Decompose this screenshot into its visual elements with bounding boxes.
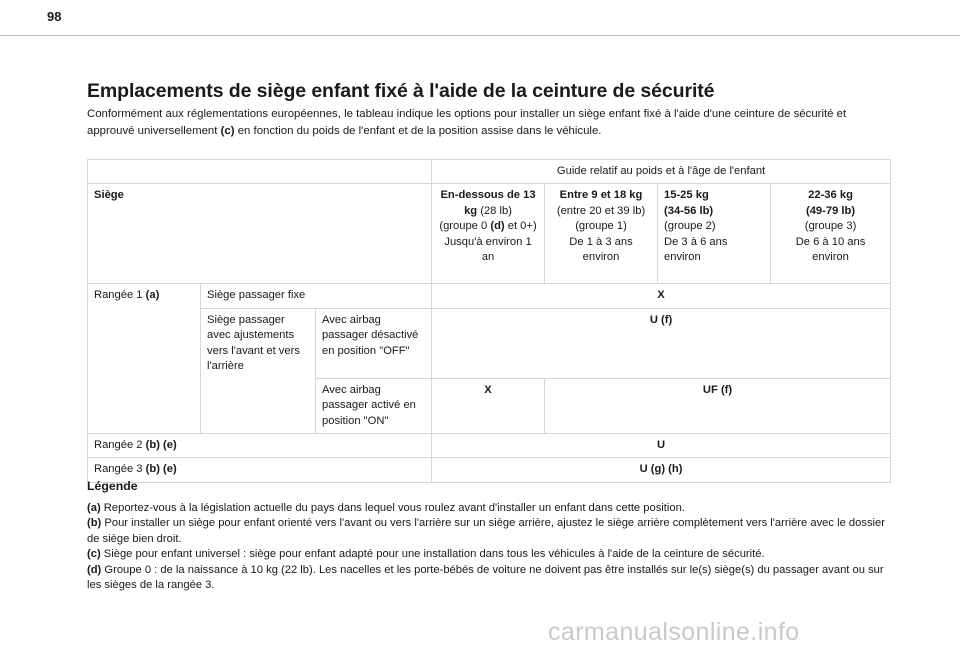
page-title: Emplacements de siège enfant fixé à l'aide de la ceinture de sécurité	[87, 80, 715, 102]
table-empty-corner	[88, 160, 432, 184]
page-number: 98	[47, 9, 62, 24]
legend-item-d	[87, 563, 892, 594]
airbag-off-label: Avec airbag passager désactivé en position "OFF"	[316, 308, 432, 378]
table-row	[88, 160, 891, 184]
airbag-on-value-g0: X	[432, 378, 545, 433]
table-row	[88, 308, 891, 378]
intro-text-2: en fonction du poids de l'enfant et de la position assise dans le véhicule.	[234, 125, 602, 137]
row-1-label	[88, 284, 201, 434]
table-row	[88, 184, 891, 284]
group-2-group: (groupe 2)	[664, 220, 716, 233]
table-row	[88, 434, 891, 458]
header-divider	[0, 35, 960, 36]
legend-key: (d)	[87, 563, 102, 576]
legend-key: (a)	[87, 502, 101, 514]
group-1-group: (groupe 1)	[575, 220, 627, 233]
group-3-weight: 22-36 kg	[808, 189, 853, 202]
intro-paragraph	[87, 106, 887, 140]
legend-item-c	[87, 547, 892, 562]
group-2-lbs: (34-56 lb)	[664, 204, 714, 217]
row-3-value: U (g) (h)	[432, 458, 891, 482]
seat-header: Siège	[88, 184, 432, 284]
row-3-ref: (b) (e)	[145, 463, 177, 476]
table-row	[88, 284, 891, 308]
group-1-header	[545, 184, 658, 284]
table-row	[88, 458, 891, 482]
legend-key: (c)	[87, 548, 101, 561]
intro-text-1: Conformément aux réglementations européennes, le tableau indique les options pour installer un siège enfant fixé à l'aide d'une ceinture de sécurité et approuvé universellement	[87, 108, 847, 137]
fixed-seat-value: X	[432, 284, 891, 308]
group-2-weight: 15-25 kg	[664, 189, 709, 202]
group-3-group: (groupe 3)	[804, 220, 857, 233]
group-1-lbs: (entre 20 et 39 lb)	[556, 204, 646, 217]
group-0-header	[432, 184, 545, 284]
row-1-ref: (a)	[145, 289, 160, 302]
group-0-weight: En-dessous de 13 kg	[440, 189, 536, 217]
group-0-age: Jusqu'à environ 1 an	[444, 235, 532, 264]
adjustable-seat-label: Siège passager avec ajustements vers l'avant et vers l'arrière	[201, 308, 316, 433]
row-3-label	[88, 458, 432, 482]
group-1-age: De 1 à 3 ans environ	[569, 235, 633, 264]
group-0-group-post: et 0+)	[504, 220, 537, 233]
group-2-age: De 3 à 6 ans environ	[664, 235, 728, 264]
legend-list	[87, 501, 892, 593]
group-1-weight: Entre 9 et 18 kg	[559, 189, 643, 202]
airbag-on-label: Avec airbag passager activé en position "ON"	[316, 378, 432, 433]
intro-ref: (c)	[220, 125, 235, 137]
legend-text: Siège pour enfant universel : siège pour enfant adapté pour une installation dans tous les véhicules à l'aide de la ceinture de sécurité.	[100, 548, 765, 561]
row-3-text: Rangée 3	[94, 463, 146, 476]
row-1-text: Rangée 1	[94, 289, 146, 302]
group-3-header	[771, 184, 891, 284]
group-3-age: De 6 à 10 ans environ	[795, 235, 866, 264]
watermark: carmanualsonline.info	[548, 618, 800, 646]
legend-item-b	[87, 516, 892, 547]
fixed-seat-label: Siège passager fixe	[201, 284, 432, 308]
airbag-off-value: U (f)	[432, 308, 891, 378]
guide-header: Guide relatif au poids et à l'âge de l'enfant	[432, 160, 891, 184]
child-seat-table	[87, 159, 891, 483]
group-0-ref: (d)	[490, 220, 505, 233]
row-2-label	[88, 434, 432, 458]
legend-key: (b)	[87, 517, 102, 530]
row-2-value: U	[432, 434, 891, 458]
legend-text: Groupe 0 : de la naissance à 10 kg (22 lb). Les nacelles et les porte-bébés de voiture ne doivent pas être installés sur le(s) siège(s) du passager avant ou sur les sièges de la rangée 3.	[87, 563, 884, 592]
row-2-text: Rangée 2	[94, 439, 146, 452]
row-2-ref: (b) (e)	[145, 439, 177, 452]
legend-text: Reportez-vous à la législation actuelle du pays dans lequel vous roulez avant d'installer un enfant dans cette position.	[100, 502, 685, 514]
group-0-lbs: (28 lb)	[477, 204, 512, 217]
legend-item-a	[87, 501, 892, 516]
group-3-lbs: (49-79 lb)	[805, 204, 856, 217]
airbag-on-value-rest: UF (f)	[545, 378, 891, 433]
group-0-group: (groupe 0	[439, 220, 491, 233]
legend-text: Pour installer un siège pour enfant orienté vers l'avant ou vers l'arrière sur un siège arrière, ajustez le siège arrière complètement vers l'arrière avec le dossier de siège bien droit.	[87, 517, 885, 545]
group-2-header	[658, 184, 771, 284]
legend-title: Légende	[87, 479, 138, 493]
